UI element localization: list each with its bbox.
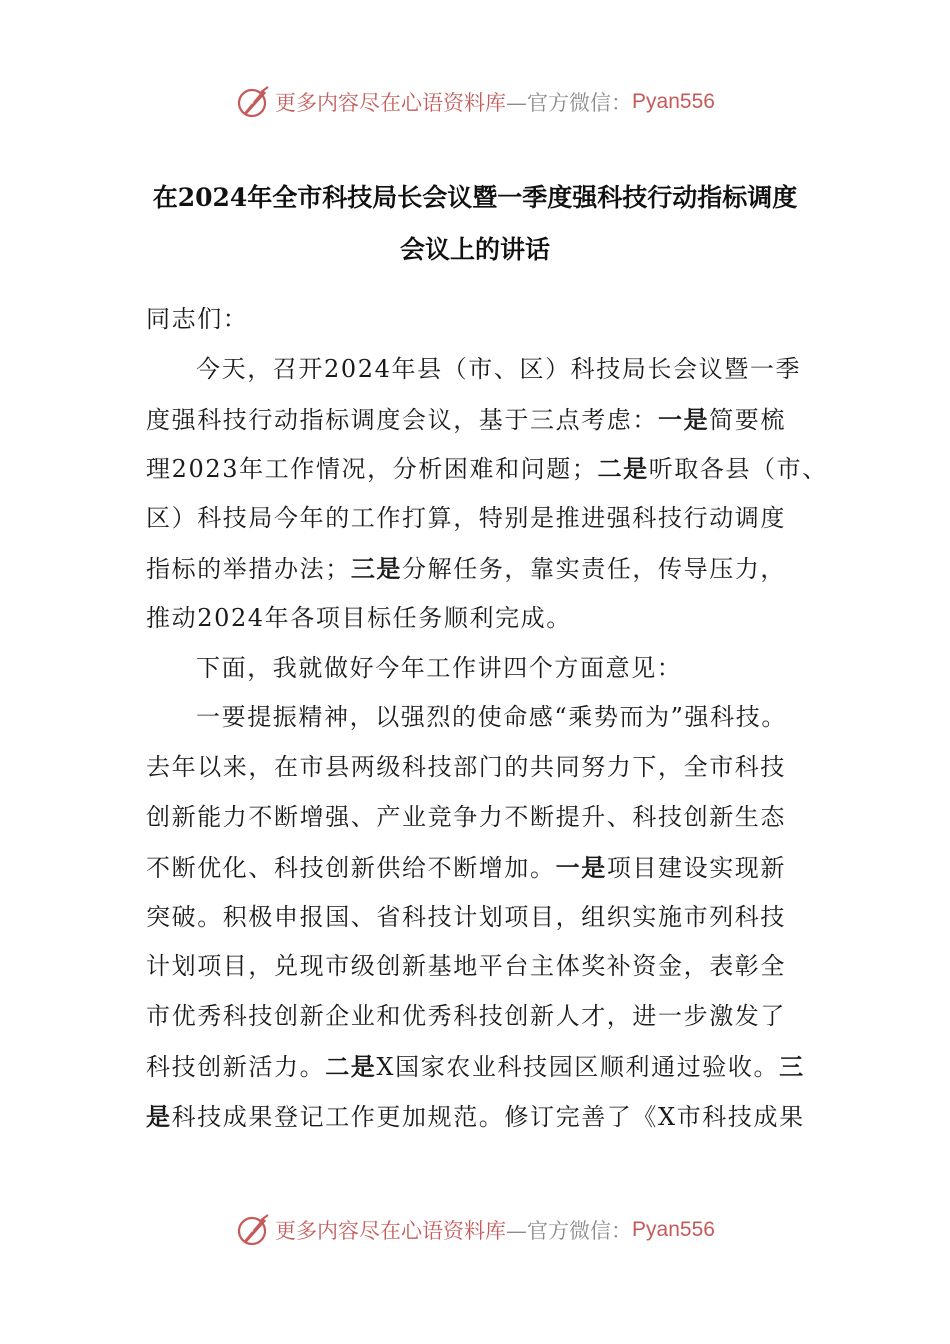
body-line [146, 494, 826, 544]
body-line [146, 544, 826, 594]
bold-run: 一是 [658, 404, 710, 434]
text-run: 理2023年工作情况，分析困难和问题； [146, 455, 598, 484]
text-run: 听取各县（市、 [648, 455, 828, 484]
title-line-1: 在2024年全市科技局长会议暨一季度强科技行动指标调度 [152, 183, 798, 212]
text-run: 项目建设实现新 [606, 853, 787, 882]
text-run: 去年以来，在市县两级科技部门的共同努力下，全市科技 [146, 753, 786, 782]
bold-run: 二是 [325, 1051, 377, 1081]
body-line [146, 1092, 826, 1142]
banner-main-text: 更多内容尽在心语资料库 [275, 1219, 507, 1243]
text-run: 推动2024年各项目标任务顺利完成。 [146, 603, 572, 632]
quill-logo-icon [235, 84, 271, 120]
body-line [146, 444, 826, 494]
body-line [146, 693, 826, 743]
body-line [146, 893, 826, 943]
body-line [146, 743, 826, 793]
banner-account-text: Pyan556 [632, 1218, 715, 1241]
text-run: 一要提振精神，以强烈的使命感“乘势而为”强科技。 [196, 703, 787, 732]
quill-logo-icon [235, 1212, 271, 1248]
body-line [146, 345, 826, 395]
bold-run: 一是 [555, 852, 607, 882]
watermark-banner-bottom [0, 1210, 950, 1250]
body-line [146, 395, 826, 445]
bold-run: 三 [779, 1051, 805, 1081]
text-run: 不断优化、科技创新供给不断增加。 [146, 853, 556, 882]
banner-main-text: 更多内容尽在心语资料库 [275, 91, 507, 115]
text-run: 同志们： [146, 305, 249, 333]
salutation-line [146, 295, 826, 345]
body-line [146, 793, 826, 843]
text-run: 分解任务，靠实责任，传导压力， [402, 554, 787, 583]
text-run: 简要梳 [709, 405, 787, 434]
text-run: 今天，召开2024年县（市、区）科技局长会议暨一季 [196, 354, 802, 383]
text-run: X国家农业科技园区顺利通过验收。 [376, 1052, 780, 1081]
body-line [146, 843, 826, 893]
text-run: 计划项目，兑现市级创新基地平台主体奖补资金，表彰全 [146, 952, 786, 981]
text-run: 指标的举措办法； [146, 554, 351, 583]
body-line [146, 644, 826, 694]
banner-separator-text: —官方微信： [506, 1219, 633, 1243]
text-run: 突破。积极申报国、省科技计划项目，组织实施市列科技 [146, 902, 786, 931]
document-title [120, 172, 830, 276]
text-run: 科技创新活力。 [146, 1052, 326, 1081]
bold-run: 是 [146, 1101, 172, 1131]
bold-run: 三是 [350, 553, 403, 583]
text-run: 下面，我就做好今年工作讲四个方面意见： [196, 653, 683, 682]
body-line [146, 1042, 826, 1092]
text-run: 市优秀科技创新企业和优秀科技创新人才，进一步激发了 [146, 1002, 786, 1031]
body-line [146, 942, 826, 992]
watermark-banner-top [0, 82, 950, 122]
text-run: 创新能力不断增强、产业竞争力不断提升、科技创新生态 [146, 802, 786, 831]
text-run: 区）科技局今年的工作打算，特别是推进强科技行动调度 [146, 504, 786, 533]
body-line [146, 594, 826, 644]
text-run: 度强科技行动指标调度会议，基于三点考虑： [146, 405, 658, 434]
document-body [146, 295, 826, 1142]
bold-run: 二是 [597, 454, 649, 484]
body-line [146, 992, 826, 1042]
banner-separator-text: —官方微信： [506, 91, 633, 115]
title-line-2: 会议上的讲话 [399, 235, 550, 264]
text-run: 科技成果登记工作更加规范。修订完善了《X市科技成果 [171, 1102, 805, 1131]
banner-account-text: Pyan556 [632, 90, 715, 113]
